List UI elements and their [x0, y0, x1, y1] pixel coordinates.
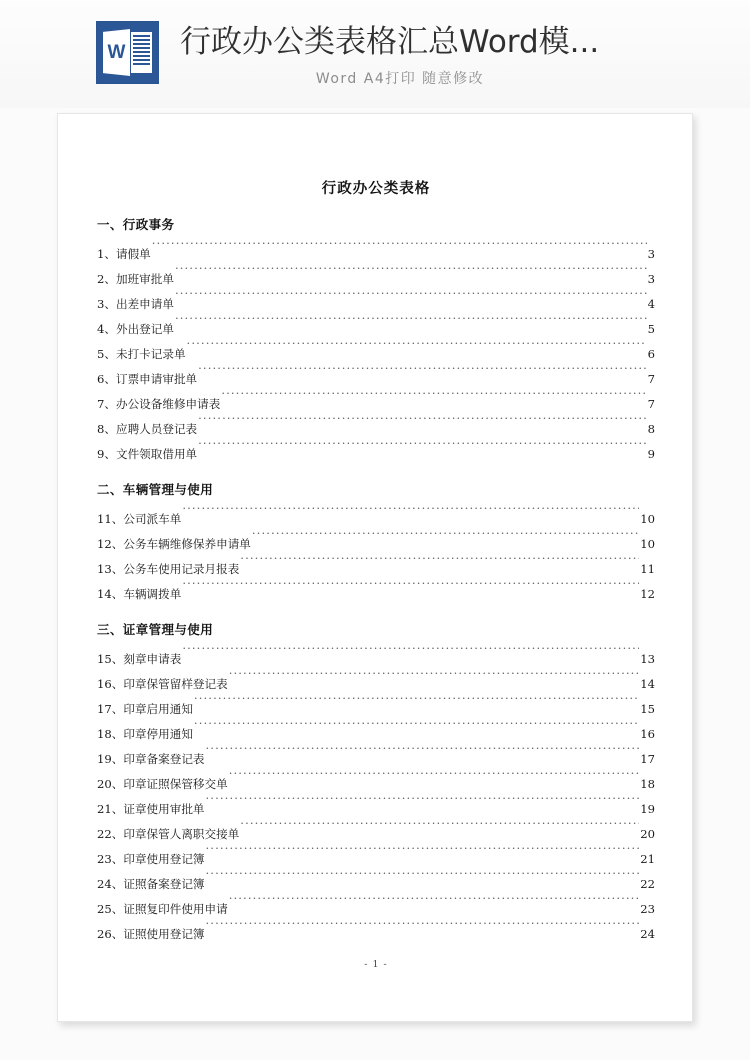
toc-entry-page-number: 8 — [647, 422, 655, 436]
toc-entry-page-number: 10 — [640, 512, 655, 526]
toc-entry-page-number: 9 — [647, 447, 655, 461]
toc-entry[interactable] — [97, 283, 655, 311]
toc-entry-label: 20、印章证照保管移交单 — [97, 777, 228, 791]
toc-list — [97, 638, 655, 941]
toc-dot-leader — [206, 913, 640, 938]
toc-dot-leader — [206, 738, 640, 763]
toc-dot-leader — [182, 638, 639, 663]
section-spacer — [97, 198, 655, 215]
toc-entry-page-number: 24 — [640, 927, 655, 941]
toc-dot-leader — [252, 523, 639, 548]
toc-dot-leader — [198, 433, 646, 458]
toc-dot-leader — [229, 763, 640, 788]
toc-entry[interactable] — [97, 258, 655, 286]
toc-entry-label: 11、公司派车单 — [97, 512, 182, 526]
toc-entry-page-number: 3 — [647, 247, 655, 261]
toc-dot-leader — [229, 663, 640, 688]
toc-entry-page-number: 18 — [640, 777, 655, 791]
toc-dot-leader — [182, 498, 639, 523]
toc-entry-page-number: 22 — [640, 877, 655, 891]
toc-dot-leader — [240, 813, 639, 838]
toc-entry-label: 12、公务车辆维修保养申请单 — [97, 537, 251, 551]
toc-entry-label: 7、办公设备维修申请表 — [97, 397, 221, 411]
toc-entry-label: 22、印章保管人离职交接单 — [97, 827, 240, 841]
toc-dot-leader — [206, 788, 640, 813]
toc-dot-leader — [175, 308, 647, 333]
word-icon-letter-w: W — [107, 42, 126, 63]
toc-dot-leader — [187, 333, 647, 358]
toc-entry-label: 21、证章使用审批单 — [97, 802, 205, 816]
toc-entry-page-number: 20 — [640, 827, 655, 841]
toc-entry-label: 4、外出登记单 — [97, 322, 174, 336]
toc-list — [97, 233, 655, 461]
toc-entry-label: 16、印章保管留样登记表 — [97, 677, 228, 691]
section-heading: 三、证章管理与使用 — [97, 622, 214, 637]
toc-entry-page-number: 10 — [640, 537, 655, 551]
toc-entry-label: 9、文件领取借用单 — [97, 447, 198, 461]
toc-entry-page-number: 6 — [647, 347, 655, 361]
header-text-block — [180, 22, 750, 88]
toc-entry-page-number: 5 — [647, 322, 655, 336]
toc-entry-label: 1、请假单 — [97, 247, 151, 261]
toc-list — [97, 498, 655, 601]
toc-dot-leader — [240, 548, 639, 573]
document-title: 行政办公类表格 — [321, 181, 431, 197]
toc-entry-label: 6、订票申请审批单 — [97, 372, 198, 386]
toc-entry-label: 5、未打卡记录单 — [97, 347, 186, 361]
toc-entry-page-number: 19 — [640, 802, 655, 816]
toc-dot-leader — [198, 408, 646, 433]
toc-dot-leader — [182, 573, 639, 598]
toc-entry-label: 25、证照复印件使用申请 — [97, 902, 228, 916]
toc-entry-label: 19、印章备案登记表 — [97, 752, 205, 766]
toc-entry-page-number: 17 — [640, 752, 655, 766]
toc-entry-label: 17、印章启用通知 — [97, 702, 193, 716]
toc-entry[interactable] — [97, 638, 655, 666]
toc-entry-page-number: 16 — [640, 727, 655, 741]
toc-entry[interactable] — [97, 333, 655, 361]
word-icon-text-lines — [131, 32, 152, 73]
word-icon-inner — [103, 29, 152, 76]
toc-entry-label: 15、刻章申请表 — [97, 652, 182, 666]
toc-dot-leader — [198, 358, 646, 383]
toc-entry-page-number: 3 — [647, 272, 655, 286]
toc-dot-leader — [175, 283, 647, 308]
toc-entry-label: 18、印章停用通知 — [97, 727, 193, 741]
toc-entry[interactable] — [97, 233, 655, 261]
page-number-footer: - 1 - — [364, 959, 388, 970]
toc-entry-page-number: 7 — [647, 372, 655, 386]
toc-entry-label: 2、加班审批单 — [97, 272, 174, 286]
toc-entry-label: 24、证照备案登记簿 — [97, 877, 205, 891]
header-title: 行政办公类表格汇总Word模... — [180, 24, 600, 60]
toc-entry[interactable] — [97, 308, 655, 336]
section-heading: 一、行政事务 — [97, 217, 175, 232]
header-subtitle: Word A4打印 随意修改 — [315, 70, 485, 87]
toc-entry-page-number: 21 — [640, 852, 655, 866]
toc-dot-leader — [206, 838, 640, 863]
toc-entry-label: 14、车辆调拨单 — [97, 587, 182, 601]
toc-entry-label: 26、证照使用登记簿 — [97, 927, 205, 941]
toc-entry-page-number: 12 — [640, 587, 655, 601]
toc-dot-leader — [175, 258, 647, 283]
toc-entry-page-number: 4 — [647, 297, 655, 311]
toc-dot-leader — [221, 383, 646, 408]
toc-entry-page-number: 14 — [640, 677, 655, 691]
toc-dot-leader — [194, 688, 639, 713]
toc-entry[interactable] — [97, 498, 655, 526]
document-body — [97, 114, 655, 1022]
toc-entry-page-number: 11 — [640, 562, 655, 576]
toc-entry-page-number: 7 — [647, 397, 655, 411]
table-of-contents — [97, 198, 655, 941]
word-document-icon — [97, 22, 158, 83]
section-heading: 二、车辆管理与使用 — [97, 482, 214, 497]
toc-dot-leader — [152, 233, 647, 258]
document-page-sheet — [57, 113, 693, 1022]
preview-header — [0, 0, 750, 108]
toc-entry-page-number: 15 — [640, 702, 655, 716]
toc-dot-leader — [194, 713, 639, 738]
toc-entry-label: 13、公务车使用记录月报表 — [97, 562, 240, 576]
toc-dot-leader — [206, 863, 640, 888]
toc-entry-label: 8、应聘人员登记表 — [97, 422, 198, 436]
toc-entry-page-number: 23 — [640, 902, 655, 916]
toc-dot-leader — [229, 888, 640, 913]
toc-entry-page-number: 13 — [640, 652, 655, 666]
toc-entry-label: 3、出差申请单 — [97, 297, 174, 311]
toc-entry-label: 23、印章使用登记簿 — [97, 852, 205, 866]
